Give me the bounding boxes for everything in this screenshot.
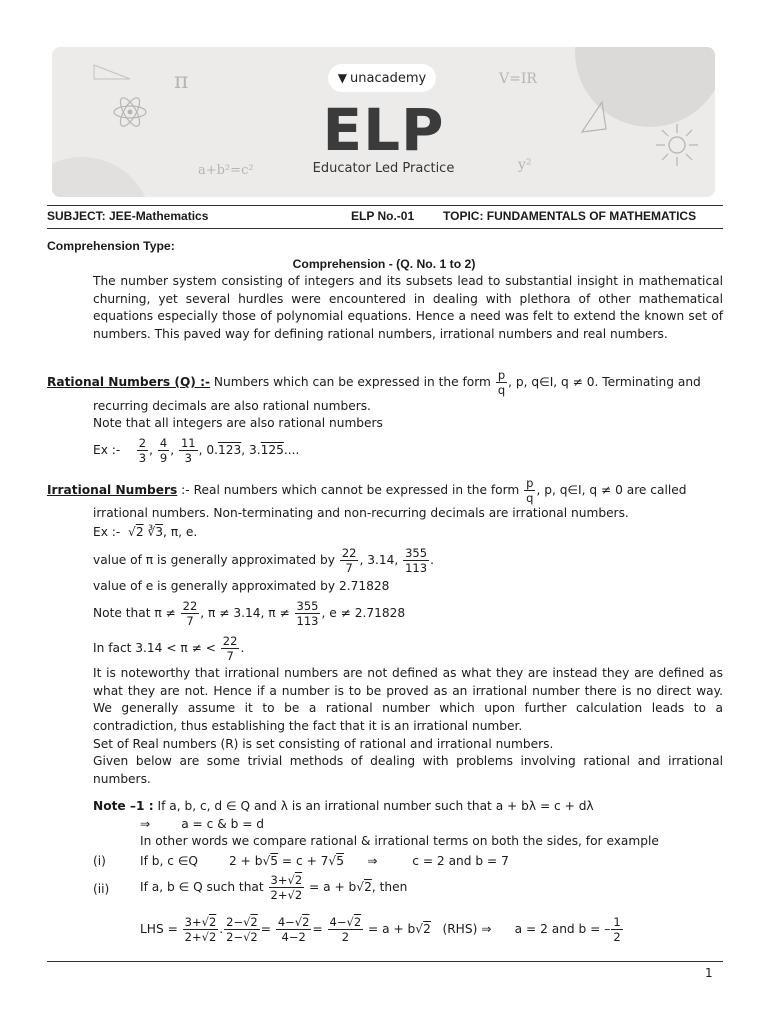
fraction-p-over-q: $\frac{p}{q}$ [497,368,506,397]
rational-line-2: recurring decimals are also rational numbers. [93,399,371,413]
irrational-examples: Ex :- √2 ∛3, π, e. [93,525,198,539]
note-implies: ⇒ a = c & b = d [140,817,265,831]
example-ii-tail: , then [371,880,408,894]
pi-approximation: value of π is generally approximated by $\frac{22}{7}$ , 3.14, $\frac{355}{113}$ . [93,546,434,575]
ex-label: Ex :- [93,443,121,457]
pi-doodle: π [174,69,189,94]
banner-title: ELP [322,96,445,164]
rhs-label: (RHS) ⇒ [442,922,492,936]
document-header [47,205,723,229]
pi-note: Note that π ≠ $\frac{22}{7}$ , π ≠ 3.14, π ≠ $\frac{355}{113}$ , e ≠ 2.71828 [93,599,406,628]
e-approximation: value of e is generally approximated by 2.71828 [93,579,390,593]
example-ii: If a, b ∈ Q such that $\frac{3+√2}{2+√2}$ = a + b√2, then [140,873,408,902]
example-ii-mid: = a + b [305,880,357,894]
example-i-label: (i) [93,854,106,868]
real-numbers-definition: Set of Real numbers (R) is set consisting of rational and irrational numbers. [93,737,554,751]
banner-subtitle: Educator Led Practice [312,161,455,176]
note-explanation: In other words we compare rational & irrational terms on both the sides, for example [140,834,659,848]
pi-text: value of π is generally approximated by [93,553,335,567]
ex-tail: , π, e. [162,525,198,539]
subject-label: SUBJECT: JEE-Mathematics [47,209,209,223]
ex-label: Ex :- [93,525,121,539]
irrational-line-2: irrational numbers. Non-terminating and non-recurring decimals are irrational numbers. [93,506,629,520]
page-number: 1 [705,966,713,980]
note-text-mid: , π ≠ 3.14, π ≠ [200,606,290,620]
example-i-text: If b, c ∈Q 2 + b [140,854,263,868]
lhs-derivation: LHS = $\frac{3+√2}{2+√2}$ . $\frac{2-√2}{2-√2}$ = $\frac{4-√2}{4-2}$ = $\frac{4-√2}{2}$ = a + b√2 (RHS) ⇒ a = 2 and b = – $\frac{1}{2}$ [140,915,621,944]
note-1 [93,798,594,816]
irrational-text-tail: , p, q∈I, q ≠ 0 are called [536,483,687,497]
ohms-law-doodle: V=IR [499,71,537,87]
note-text: Note that π ≠ [93,606,176,620]
lhs-end: = a + b [364,922,416,936]
example-i-tail: ⇒ c = 2 and b = 7 [343,854,509,868]
intro-paragraph: The number system consisting of integers and its subsets lead to substantial insight in mathematical churning, yet several hurdles were encountered in dealing with plethora of other mathematical equations especially those of polynomial equations. Hence a need was felt to extend the known set of numbers. This paved way for defining rational numbers, irrational numbers and real numbers. [93,274,723,341]
rational-examples: Ex :- $\frac{2}{3}$ , $\frac{4}{9}$ , $\frac{11}{3}$ , 0.123, 3.125.... [93,436,300,465]
elp-number: ELP No.-01 [351,209,415,223]
result-text: a = 2 and b = – [514,922,611,936]
rational-text: Numbers which can be expressed in the form [210,375,495,389]
rational-numbers-definition [47,368,723,397]
brand-logo [328,64,436,92]
irrational-explanation: It is noteworthy that irrational numbers are not defined as what they are instead they are defined as what they are not. Hence if a number is to be proved as an irrational number there is no direct way. We generally assume it to be a rational number which upon further calculation leads to a contradiction, thus establishing the fact that it is an irrational number. [93,666,723,733]
footer-divider [47,961,723,962]
comprehension-title: Comprehension - (Q. No. 1 to 2) [292,257,476,271]
example-ii-text: If a, b ∈ Q such that [140,880,264,894]
rational-text-tail: , p, q∈I, q ≠ 0. Terminating and [508,375,701,389]
triangle-ruler-icon [92,61,132,81]
y-squared-doodle: y² [518,157,532,173]
comprehension-type: Comprehension Type: [47,239,175,253]
pi-bound: In fact 3.14 < π ≠ < $\frac{22}{7}$ . [93,634,245,663]
topic-label: TOPIC: FUNDAMENTALS OF MATHEMATICS [443,209,697,223]
note-text-tail: , e ≠ 2.71828 [321,606,406,620]
example-i: If b, c ∈Q 2 + b√5 = c + 7√5 ⇒ c = 2 and b = 7 [140,854,509,868]
pi-text-mid: , 3.14, [359,553,399,567]
equation-doodle: a+b²=c² [198,163,254,178]
note-text: If a, b, c, d ∈ Q and λ is an irrational number such that a + bλ = c + dλ [153,799,594,813]
elp-banner [52,47,715,197]
rational-heading: Rational Numbers (Q) :- [47,375,211,389]
irrational-numbers-definition: Irrational Numbers :- Real numbers which cannot be expressed in the form $\frac{p}{q}$ , p, q∈I, q ≠ 0 are called [47,476,687,505]
lhs-label: LHS = [140,922,178,936]
rational-line-3: Note that all integers are also rational numbers [93,416,383,430]
fact-text: In fact 3.14 < π ≠ < [93,641,216,655]
example-ii-label: (ii) [93,882,110,896]
methods-intro: Given below are some trivial methods of dealing with problems involving rational and irrational numbers. [93,754,723,786]
irrational-text: :- Real numbers which cannot be expressed in the form [177,483,524,497]
brand-name: unacademy [350,70,427,86]
note-label: Note –1 : [93,799,154,813]
irrational-heading: Irrational Numbers [47,483,178,497]
graduation-cap-icon: ▼ [337,71,348,85]
example-i-mid: = c + 7 [278,854,329,868]
